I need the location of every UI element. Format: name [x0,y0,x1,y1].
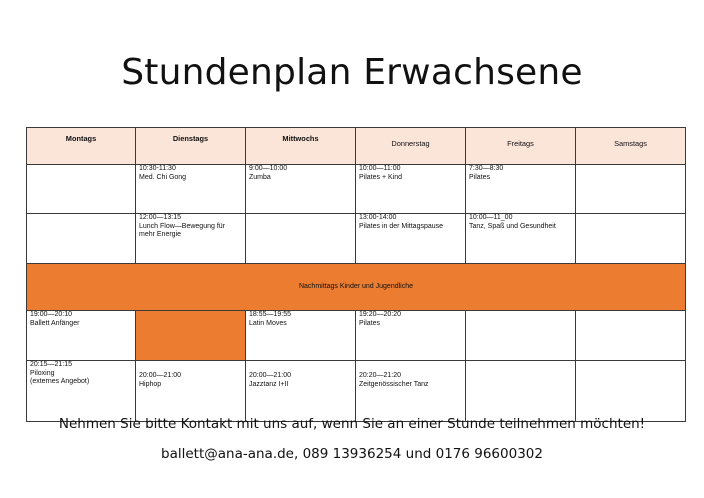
schedule-cell [576,165,686,214]
schedule-cell [27,361,136,422]
class-name: Jazztanz I+II [249,380,289,388]
class-time: 19:00—20:10 [30,311,73,318]
class-time: 13:00-14:00 [359,214,397,221]
schedule-cell [246,311,356,361]
schedule-cell [246,165,356,214]
class-time: 9:00—10:00 [249,165,288,172]
class-time: 10:30-11:30 [139,165,176,172]
class-name-continued: mehr Energie [139,231,182,239]
class-name: Pilates in der Mittagspause [359,222,444,230]
schedule-cell [27,165,136,214]
schedule-cell [27,311,136,361]
highlighted-empty-cell [136,311,246,361]
class-name: Pilates [359,319,381,327]
class-name: Pilates + Kind [359,173,402,181]
class-name: Ballett Anfänger [30,319,80,327]
page-title: Stundenplan Erwachsene [121,52,583,93]
schedule-cell [466,361,576,422]
schedule-cell [136,214,246,264]
header-row [27,128,686,165]
schedule-row [27,214,686,264]
day-header-thursday: Donnerstag [356,128,466,165]
afternoon-row [27,264,686,311]
class-name: Lunch Flow—Bewegung für [139,222,225,230]
class-name: Tanz, Spaß und Gesundheit [469,222,556,230]
class-name: Zeitgenössischer Tanz [359,380,429,388]
schedule-cell [356,311,466,361]
day-header-tuesday: Dienstags [136,128,246,165]
contact-info: ballett@ana-ana.de, 089 13936254 und 0176 96600302 [161,446,543,462]
class-time: 20:00—21:00 [139,372,182,379]
schedule-cell [576,311,686,361]
class-name: Zumba [249,173,271,181]
class-time: 18:55—19:55 [249,311,292,318]
day-header-wednesday: Mittwochs [246,128,356,165]
class-time: 20:20—21:20 [359,372,402,379]
schedule-cell [466,214,576,264]
schedule-cell [246,214,356,264]
day-header-friday: Freitags [466,128,576,165]
schedule-cell [136,165,246,214]
class-time: 7:30—8:30 [469,165,504,172]
class-time: 10:00—11:00 [359,165,401,172]
class-name: Piloxing [30,369,55,377]
class-time: 12:00—13:15 [139,214,182,221]
contact-request-text: Nehmen Sie bitte Kontakt mit uns auf, wenn Sie an einer Stunde teilnehmen möchten! [58,416,646,432]
schedule-cell [136,361,246,422]
schedule-row [27,361,686,422]
schedule-table [26,127,686,422]
schedule-cell [356,214,466,264]
class-name: Hiphop [139,380,162,388]
day-header-monday: Montags [27,128,136,165]
afternoon-banner: Nachmittags Kinder und Jugendliche [27,264,686,311]
schedule-cell [246,361,356,422]
schedule-cell [466,311,576,361]
day-header-saturday: Samstags [576,128,686,165]
class-name: Pilates [469,173,491,181]
schedule-cell [466,165,576,214]
class-note: (externes Angebot) [30,378,90,386]
schedule-cell [576,361,686,422]
class-time: 19:20—20:20 [359,311,402,318]
schedule-cell [356,165,466,214]
schedule-cell [27,214,136,264]
class-name: Latin Moves [249,319,287,327]
schedule-row [27,165,686,214]
schedule-row [27,311,686,361]
class-time: 20:00—21:00 [249,372,292,379]
class-time: 20:15—21:15 [30,361,73,368]
class-time: 10:00—11_00 [469,214,513,221]
schedule-cell [356,361,466,422]
schedule-cell [576,214,686,264]
class-name: Med. Chi Gong [139,173,187,181]
